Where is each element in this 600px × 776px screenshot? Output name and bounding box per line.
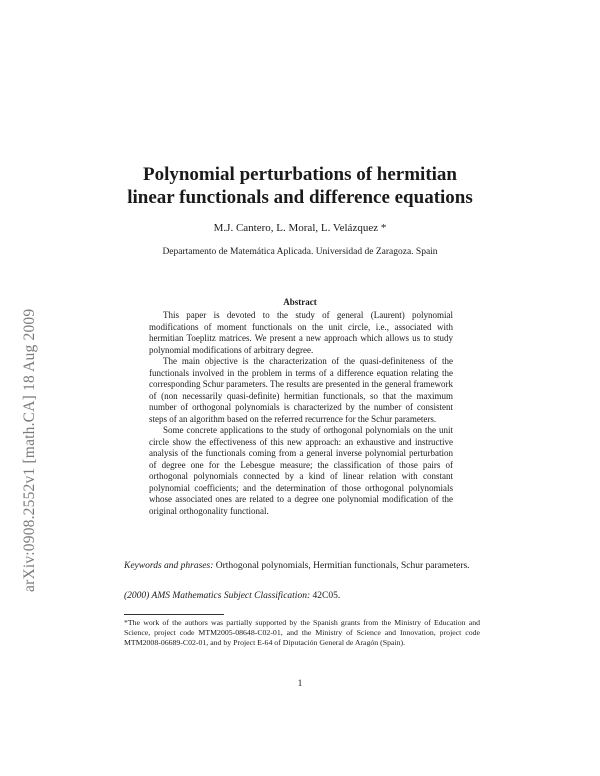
footnote-rule [124,614,224,615]
abstract-body [149,310,453,517]
title-line-1: Polynomial perturbations of hermitian [142,164,458,185]
footnote [124,614,480,648]
affiliation: Departamento de Matemática Aplicada. Universidad de Zaragoza. Spain [162,247,438,257]
msc-classification [124,590,480,603]
abstract-paragraph: This paper is devoted to the study of general (Laurent) polynomial modifications of moment functionals on the unit circle, i.e., associated with hermitian Toeplitz matrices. We present a new approach which allows us to study polynomial modifications of arbitrary degree. [149,310,453,355]
abstract-paragraph: The main objective is the characterization of the quasi-definiteness of the functionals involved in the problem in terms of a difference equation relating the corresponding Schur parameters. The results are presented in the general framework of (non necessarily quasi-definite) hermitian functionals, so that the maximum number of orthogonal polynomials is characterized by the number of consistent steps of an algorithm based on the referred recurrence for the Schur parameters. [149,356,453,424]
title-line-2: linear functionals and difference equations [127,187,473,208]
arxiv-identifier-stamp: arXiv:0908.2552v1 [math.CA] 18 Aug 2009 [21,308,38,592]
msc-label: (2000) AMS Mathematics Subject Classification: [124,591,311,601]
page-number: 1 [297,679,303,689]
author-list: M.J. Cantero, L. Moral, L. Velázquez * [213,222,387,234]
keywords-label: Keywords and phrases: [124,561,214,571]
abstract-paragraph: Some concrete applications to the study of orthogonal polynomials on the unit circle show the effectiveness of this new approach: an exhaustive and instructive analysis of the functionals coming from a general inverse polynomial perturbation of degree one for the Lebesgue measure; the classification of those pairs of orthogonal polynomials connected by a kind of linear relation with constant polynomial coefficients; and the determination of those orthogonal polynomials whose associated ones are related to a degree one polynomial modification of the original orthogonality functional. [149,425,453,516]
footnote-text: *The work of the authors was partially supported by the Spanish grants from the Ministry of Education and Science, project code MTM2005-08648-C02-01, and the Ministry of Science and Innovation, project code MTM2008-06689-C02-01, and by Project E-64 of Diputación General de Aragón (Spain). [124,618,480,647]
paper-title [90,163,510,209]
msc-code: 42C05. [312,591,341,601]
abstract-heading: Abstract [283,297,317,307]
keywords-section [124,560,480,573]
keywords-text: Orthogonal polynomials, Hermitian functionals, Schur parameters. [215,561,470,571]
